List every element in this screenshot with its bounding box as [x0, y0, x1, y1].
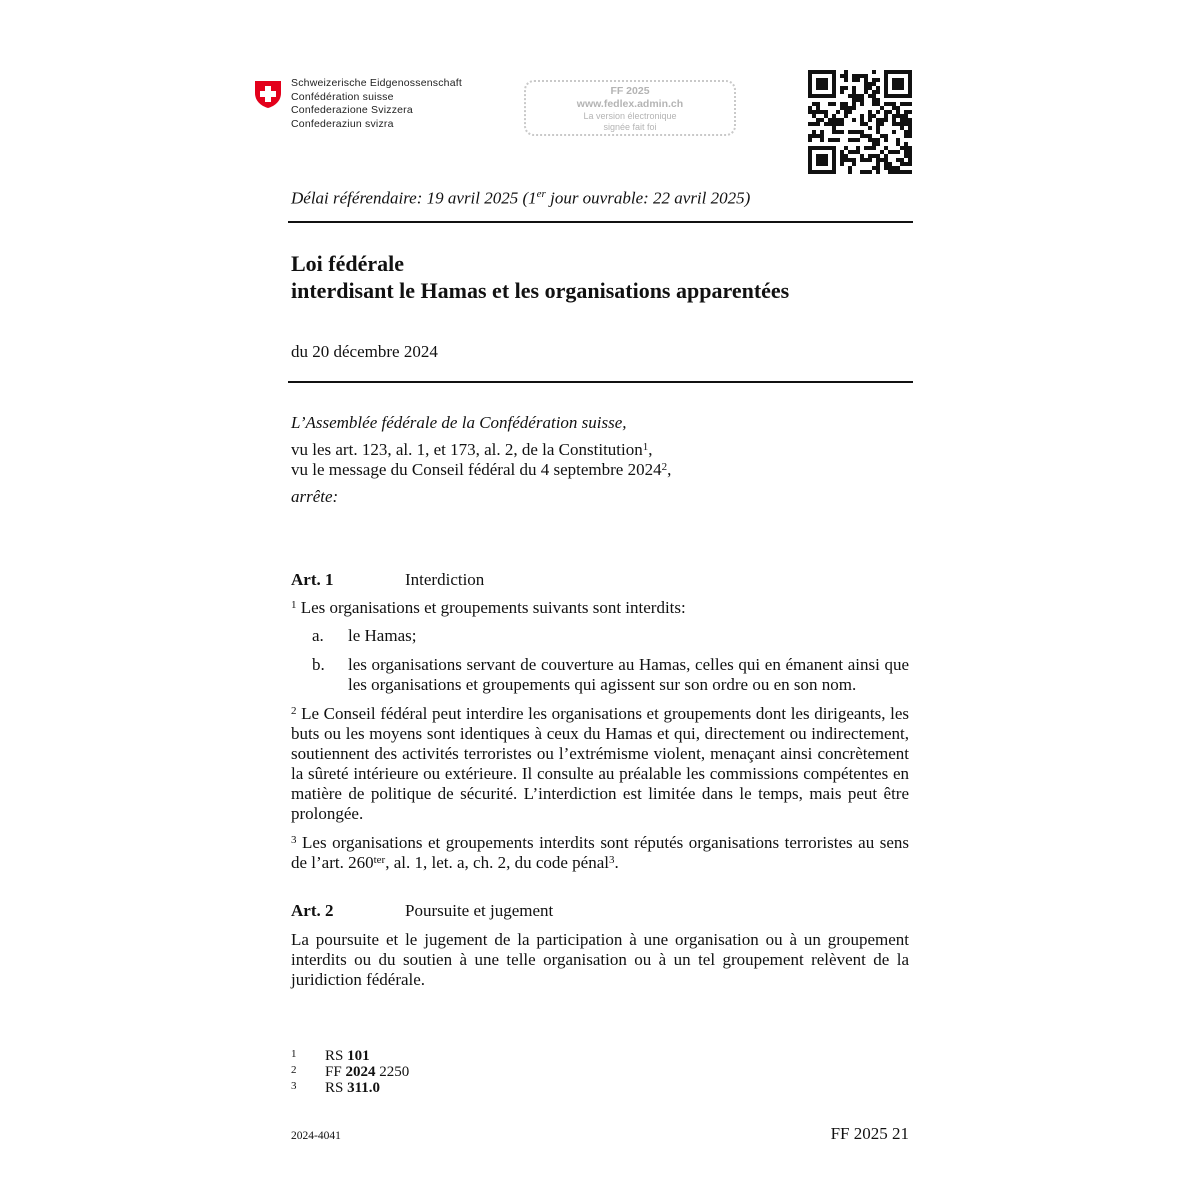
confederation-names [291, 77, 462, 131]
footnote-text [325, 1064, 409, 1080]
footnote-2 [291, 1064, 491, 1080]
al3-text: Les organisations et groupements interdits sont réputés organisations terroristes au sens de l’art. 260 [291, 833, 909, 872]
art2-number: Art. 2 [291, 901, 334, 920]
art1-al1 [291, 598, 686, 618]
footnote-1 [291, 1048, 491, 1064]
al1-text: Les organisations et groupements suivants sont interdits: [296, 598, 686, 617]
law-title-line2: interdisant le Hamas et les organisations apparentées [291, 278, 790, 303]
footnote-prefix: RS [325, 1048, 348, 1064]
qr-code-icon [808, 70, 912, 174]
art1-title: Interdiction [405, 570, 485, 589]
footnote-3 [291, 1080, 491, 1096]
page-reference: FF 2025 21 [830, 1124, 909, 1143]
footnote-ref-bold: 311.0 [347, 1080, 381, 1096]
swiss-coat-of-arms-icon [253, 79, 283, 109]
art1-number: Art. 1 [291, 570, 334, 589]
al3-end: . [614, 853, 619, 872]
footnote-number: 2 [291, 1064, 297, 1076]
stamp-note-1: La version électronique [583, 111, 677, 121]
footnote-number: 1 [291, 1048, 297, 1060]
preamble-vu-message [291, 460, 671, 480]
deadline-superscript: er [536, 188, 546, 200]
footnote-prefix: FF [325, 1064, 346, 1080]
al2-number: 2 [291, 705, 297, 717]
stamp-url: www.fedlex.admin.ch [576, 98, 684, 110]
footnote-text [325, 1048, 370, 1064]
stamp-edition: FF 2025 [610, 85, 650, 97]
list-item-b-letter: b. [312, 655, 325, 674]
stamp-note-2: signée fait foi [603, 122, 657, 132]
footnote-ref-1[interactable]: 1 [642, 441, 649, 453]
preamble-assembly: L’Assemblée fédérale de la Confédération suisse, [291, 413, 627, 432]
preamble-arrete: arrête: [291, 487, 339, 506]
confederation-name-it: Confederazione Svizzera [291, 104, 413, 116]
footnote-ref-3[interactable]: 3 [608, 854, 615, 866]
law-date: du 20 décembre 2024 [291, 342, 438, 361]
deadline-text: Délai référendaire: 19 avril 2025 (1 [291, 188, 537, 208]
footnote-text [325, 1080, 380, 1096]
referendum-deadline [291, 188, 750, 209]
footnote-suffix: 2250 [375, 1064, 410, 1080]
deadline-text-end: jour ouvrable: 22 avril 2025) [545, 188, 751, 208]
art2-text: La poursuite et le jugement de la participation à une organisation ou à un groupement interdits ou du soutien à une telle organisation ou à un tel groupement relèvent de la juridiction fédérale. [291, 930, 909, 989]
al1-number: 1 [291, 599, 297, 611]
list-item-b-text: les organisations servant de couverture au Hamas, celles qui en émanent ainsi que les organisations et groupements qui agissent sur son ordre ou en son nom. [348, 655, 909, 694]
confederation-name-rm: Confederaziun svizra [291, 117, 394, 130]
vu2-text: vu le message du Conseil fédéral du 4 septembre 2024 [291, 460, 662, 479]
art2-title: Poursuite et jugement [405, 901, 554, 920]
document-number: 2024-4041 [291, 1130, 341, 1142]
list-item-a-text: le Hamas; [348, 626, 417, 645]
footnote-prefix: RS [325, 1080, 348, 1096]
law-title [291, 250, 789, 304]
electronic-signature-stamp [524, 80, 736, 136]
al3-number: 3 [291, 834, 297, 846]
vu1-text: vu les art. 123, al. 1, et 173, al. 2, de la Constitution [291, 440, 643, 459]
vu2-end: , [667, 460, 672, 479]
al3-text-2: , al. 1, let. a, ch. 2, du code pénal [385, 853, 609, 872]
list-item-a-letter: a. [312, 626, 324, 645]
footnote-ref-2[interactable]: 2 [661, 461, 668, 473]
footnote-number: 3 [291, 1080, 297, 1092]
confederation-name-de: Schweizerische Eidgenossenschaft [291, 77, 462, 89]
art1-al3 [291, 833, 909, 873]
preamble-vu-constitution [291, 440, 653, 460]
al3-superscript: ter [373, 854, 386, 866]
art1-al2 [291, 704, 909, 824]
top-rule [288, 221, 913, 223]
confederation-name-fr: Confédération suisse [291, 90, 394, 103]
title-rule [288, 381, 913, 383]
footnote-ref-bold: 2024 [345, 1064, 376, 1080]
law-title-line1: Loi fédérale [291, 251, 405, 276]
vu1-end: , [648, 440, 653, 459]
footnote-ref-bold: 101 [347, 1048, 370, 1064]
al2-text: Le Conseil fédéral peut interdire les organisations et groupements dont les dirigeants, les buts ou les moyens sont identiques à ceux du Hamas et qui, directement ou indirectement, soutiennent des activités terroristes ou l’extrémisme violent, menaçant ainsi concrètement la sûreté intérieure ou extérieure. Il consulte au préalable les commissions compétentes en matière de politique de sécurité. L’interdiction est limitée dans le temps, mais peut être prolongée. [291, 704, 909, 823]
